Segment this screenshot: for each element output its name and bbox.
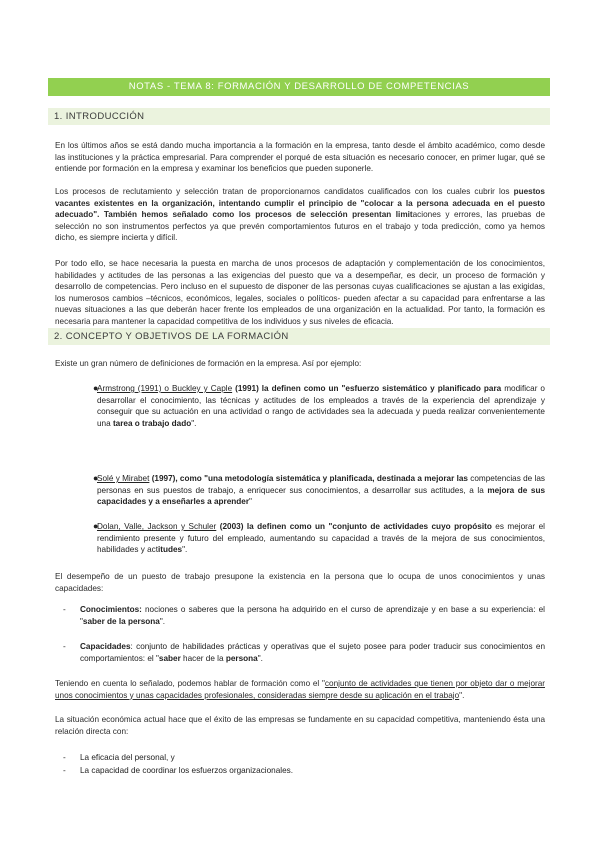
mid-capacidades: hacer de la bbox=[180, 653, 226, 663]
intro-paragraph-3: Por todo ello, se hace necesaria la puesta en marcha de unos procesos de adaptación y complementación de los conocimientos, habilidades y actitudes de las personas a las exigencias del puesto que va a desempeñar, es decir, un proceso de formación y desarrollo de competencias. Pero incluso en el supuesto de disponer de las personas cuyas cualificaciones se ajustan a las exigidas, los numerosos cambios –técnicos, económicos, legales, sociales o políticos- pueden afectar a su capacidad para enfrentarse a las nuevas situaciones a las que deberán hacer frente los empleados de una organización en la actualidad. Por tanto, la formación es necesaria para mantener la capacidad competitiva de los individuos y sus niveles de eficacia. bbox=[55, 259, 545, 326]
section-heading-introduccion: 1. INTRODUCCIÓN bbox=[48, 108, 550, 125]
definition-text-1 bbox=[97, 383, 545, 429]
definition-text-3 bbox=[97, 521, 545, 556]
definition-end-3: ". bbox=[182, 545, 188, 555]
text-conocimientos: nociones o saberes que la persona ha adquirido en el curso de aprendizaje y en base a su experiencia: el " bbox=[80, 605, 545, 626]
definition-rest-1: modificar o desarrollar el conocimiento, las técnicas y actitudes de los empleados a través de la experiencia del aprendizaje y conseguir que su actuación en una actividad o rango de actividades sea la adecuada y pueda realizar convenientemente una bbox=[97, 384, 545, 428]
final-text-1: La eficacia del personal, y bbox=[80, 753, 175, 762]
intro-p2-text-a: Los procesos de reclutamiento y selección tratan de proporcionarnos candidatos cualificados con los cuales cubrir los bbox=[55, 187, 514, 196]
section-heading-concepto: 2. CONCEPTO Y OBJETIVOS DE LA FORMACIÓN bbox=[48, 328, 550, 345]
definition-bold-end-2: mejora de sus capacidades y a enseñarles a aprender bbox=[97, 485, 546, 507]
intro-p2-text-c: aciones y errores, las pruebas de selección no son instrumentos perfectos ya que prevén comportamientos futuros en el trabajo y toda predicción, como ya hemos dicho, es siempre incierta y difícil. bbox=[55, 210, 546, 243]
definition-rest-3: es mejorar el rendimiento presente y futuro del empleado, aumentando su capacidad a través de la mejora de sus conocimientos, habilidades y act bbox=[97, 522, 545, 555]
situacion-paragraph: La situación económica actual hace que el éxito de las empresas se fundamente en su capacidad competitiva, manteniendo ésta una relación directa con: bbox=[55, 715, 545, 736]
bullet-icon: ● bbox=[93, 383, 99, 393]
definition-rest-2: competencias de las personas en sus puestos de trabajo, a enriquecer sus conocimientos, a desarrollar sus actitudes, a la bbox=[97, 474, 545, 495]
document-title: NOTAS - TEMA 8: FORMACIÓN Y DESARROLLO DE COMPETENCIAS bbox=[48, 78, 550, 96]
definition-bold-end-1: tarea o trabajo dado bbox=[112, 418, 192, 428]
dash-text-conocimientos bbox=[80, 604, 545, 627]
bold-saber: saber bbox=[158, 653, 181, 663]
definition-end-1: ". bbox=[191, 418, 197, 428]
dash-marker: - bbox=[63, 605, 66, 614]
teniendo-paragraph bbox=[55, 678, 545, 701]
term-capacidades: Capacidades bbox=[80, 642, 131, 651]
desempeno-paragraph: El desempeño de un puesto de trabajo presupone la existencia en la persona que lo ocupa de unos conocimientos y unas capacidades: bbox=[55, 572, 545, 593]
teniendo-definition: conjunto de actividades que tienen por objeto dar o mejorar unos conocimientos y unas capacidades profesionales, consideradas siempre desde su aplicación en el trabajo bbox=[55, 679, 545, 700]
intro-p2-bold: puestos vacantes existentes en la organización, intentando cumplir el principio de "colocar a la persona adecuada en el puesto adecuado". También hemos señalado como los procesos de selección presentan limit bbox=[55, 187, 545, 220]
dash-marker: - bbox=[63, 766, 66, 775]
bold-conocimientos: saber de la persona bbox=[82, 616, 160, 626]
definition-bold-end-3: itudes bbox=[158, 545, 183, 555]
dash-text-capacidades bbox=[80, 641, 545, 664]
bold-persona: persona bbox=[225, 653, 258, 663]
teniendo-end: ". bbox=[459, 690, 465, 700]
bullet-icon: ● bbox=[93, 521, 99, 531]
definition-text-2 bbox=[97, 473, 545, 508]
teniendo-text: Teniendo en cuenta lo señalado, podemos hablar de formación como el " bbox=[55, 679, 325, 688]
intro-paragraph-1: En los últimos años se está dando mucha importancia a la formación en la empresa, tanto desde el ámbito académico, como desde las instituciones y la práctica empresarial. Para comprender el porqué de esta situación es necesario conocer, en primer lugar, qué se entiende por formación en la empresa y examinar los beneficios que pueden suponerle. bbox=[55, 141, 545, 174]
definition-authors-3: Dolan, Valle, Jackson y Schuler bbox=[97, 522, 217, 531]
end-capacidades: ". bbox=[257, 653, 263, 663]
term-conocimientos: Conocimientos: bbox=[80, 605, 142, 614]
intro-paragraph-2 bbox=[55, 186, 545, 244]
definition-bold-1: (1991) la definen como un "esfuerzo sistemático y planificado para bbox=[232, 384, 502, 393]
text-capacidades: : conjunto de habilidades prácticas y operativas que el sujeto posee para poder traducir sus conocimientos en comportamientos: el " bbox=[80, 642, 545, 663]
definition-authors-1: Armstrong (1991) o Buckley y Caple bbox=[97, 384, 233, 393]
definition-end-2: " bbox=[249, 497, 252, 507]
dash-marker: - bbox=[63, 642, 66, 651]
bullet-icon: ● bbox=[93, 473, 99, 483]
definition-bold-3: (2003) la definen como un "conjunto de actividades cuyo propósito bbox=[216, 522, 492, 531]
concept-intro: Existe un gran número de definiciones de formación en la empresa. Así por ejemplo: bbox=[55, 359, 362, 368]
definition-bold-2: (1997), como "una metodología sistemática y planificada, destinada a mejorar las bbox=[149, 474, 468, 483]
end-conocimientos: ". bbox=[159, 616, 166, 626]
final-text-2: La capacidad de coordinar los esfuerzos organizacionales. bbox=[80, 766, 294, 775]
dash-marker: - bbox=[63, 753, 66, 762]
definition-authors-2: Solé y Mirabet bbox=[97, 474, 150, 483]
